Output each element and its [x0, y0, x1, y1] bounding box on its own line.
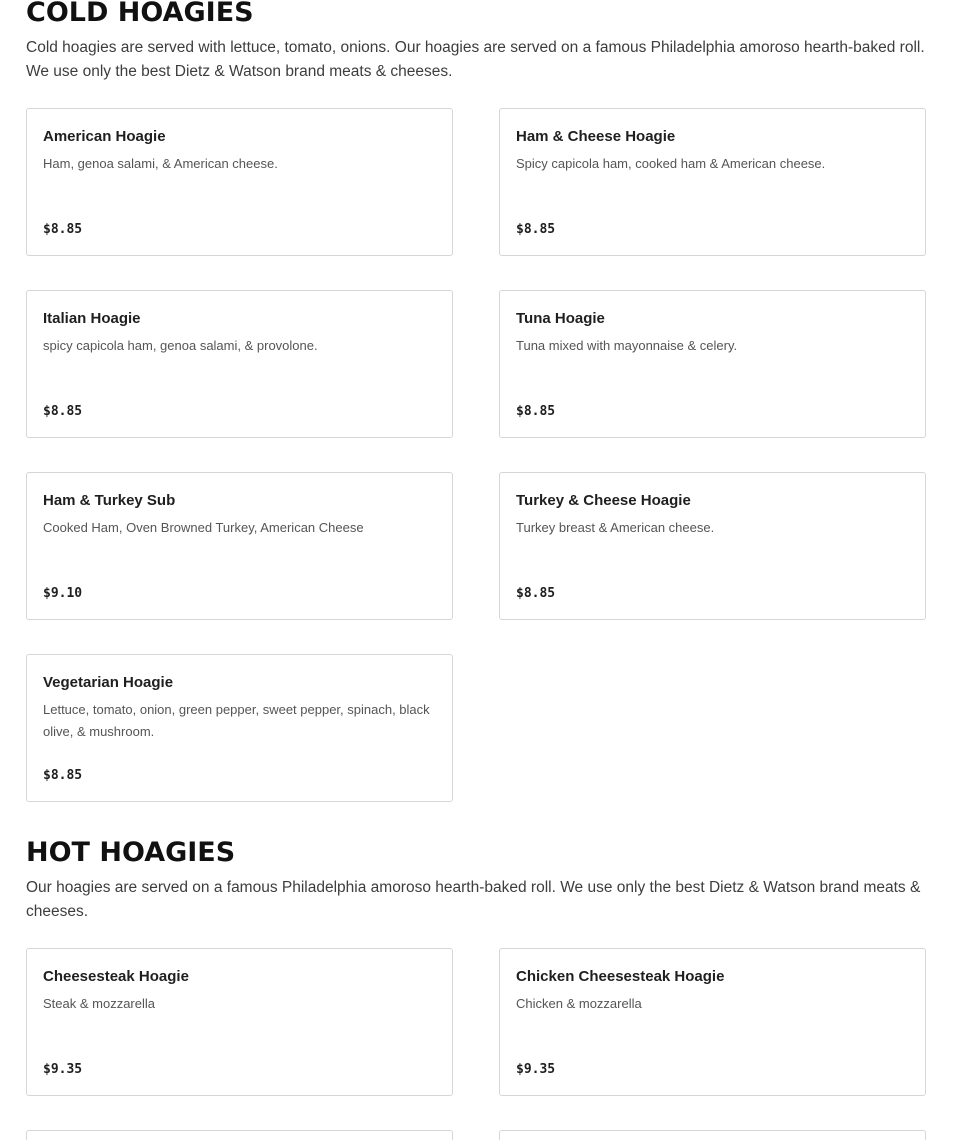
menu-item-price: $8.85 [516, 586, 556, 601]
menu-item-price: $8.85 [43, 222, 83, 237]
menu-item-name: Chicken Cheesesteak Hoagie [516, 968, 725, 985]
menu-item-price: $9.35 [43, 1062, 83, 1077]
menu-item-description: Tuna mixed with mayonnaise & celery. [516, 338, 738, 353]
hot-hoagies-heading: HOT HOAGIES [26, 837, 236, 868]
menu-item-description: Steak & mozzarella [43, 996, 155, 1011]
menu-item-name: American Hoagie [43, 128, 166, 145]
menu-item-description: Turkey breast & American cheese. [516, 520, 715, 535]
menu-item-name: Tuna Hoagie [516, 310, 605, 327]
menu-item-card[interactable] [499, 108, 926, 256]
menu-item-price: $8.85 [43, 404, 83, 419]
menu-item-name: Turkey & Cheese Hoagie [516, 492, 691, 509]
menu-item-description: Cooked Ham, Oven Browned Turkey, American Cheese [43, 520, 364, 535]
hot-hoagies-description: Our hoagies are served on a famous Philadelphia amoroso hearth-baked roll. We use only the best Dietz & Watson brand meats & cheeses. [26, 879, 921, 920]
menu-item-name: Vegetarian Hoagie [43, 674, 174, 691]
menu-item-price: $8.85 [43, 768, 83, 783]
cold-hoagies-heading: COLD HOAGIES [26, 0, 254, 28]
menu-item-name: Ham & Turkey Sub [43, 492, 176, 509]
menu-item-card[interactable] [26, 654, 453, 802]
menu-item-price: $9.35 [516, 1062, 556, 1077]
menu-item-card[interactable] [499, 472, 926, 620]
menu-item-card[interactable] [499, 290, 926, 438]
menu-item-card-partial[interactable] [26, 1130, 453, 1140]
menu-item-description: Ham, genoa salami, & American cheese. [43, 156, 278, 171]
menu-item-name: Cheesesteak Hoagie [43, 968, 189, 985]
menu-item-card[interactable] [26, 472, 453, 620]
menu-item-price: $9.10 [43, 586, 83, 601]
menu-item-name: Italian Hoagie [43, 310, 141, 327]
menu-item-name: Ham & Cheese Hoagie [516, 128, 676, 145]
menu-item-description: spicy capicola ham, genoa salami, & provolone. [43, 338, 318, 353]
menu-item-price: $8.85 [516, 222, 556, 237]
menu-item-card[interactable] [26, 108, 453, 256]
menu-item-description: Lettuce, tomato, onion, green pepper, sweet pepper, spinach, black olive, & mushroom. [43, 702, 430, 739]
menu-item-description: Chicken & mozzarella [516, 996, 642, 1011]
cold-hoagies-description: Cold hoagies are served with lettuce, tomato, onions. Our hoagies are served on a famous Philadelphia amoroso hearth-baked roll. We use only the best Dietz & Watson brand meats & cheeses. [26, 39, 925, 80]
menu-item-card[interactable] [26, 290, 453, 438]
menu-item-card[interactable] [499, 948, 926, 1096]
menu-item-description: Spicy capicola ham, cooked ham & American cheese. [516, 156, 826, 171]
menu-item-price: $8.85 [516, 404, 556, 419]
menu-item-card[interactable] [26, 948, 453, 1096]
menu-item-card-partial[interactable] [499, 1130, 926, 1140]
